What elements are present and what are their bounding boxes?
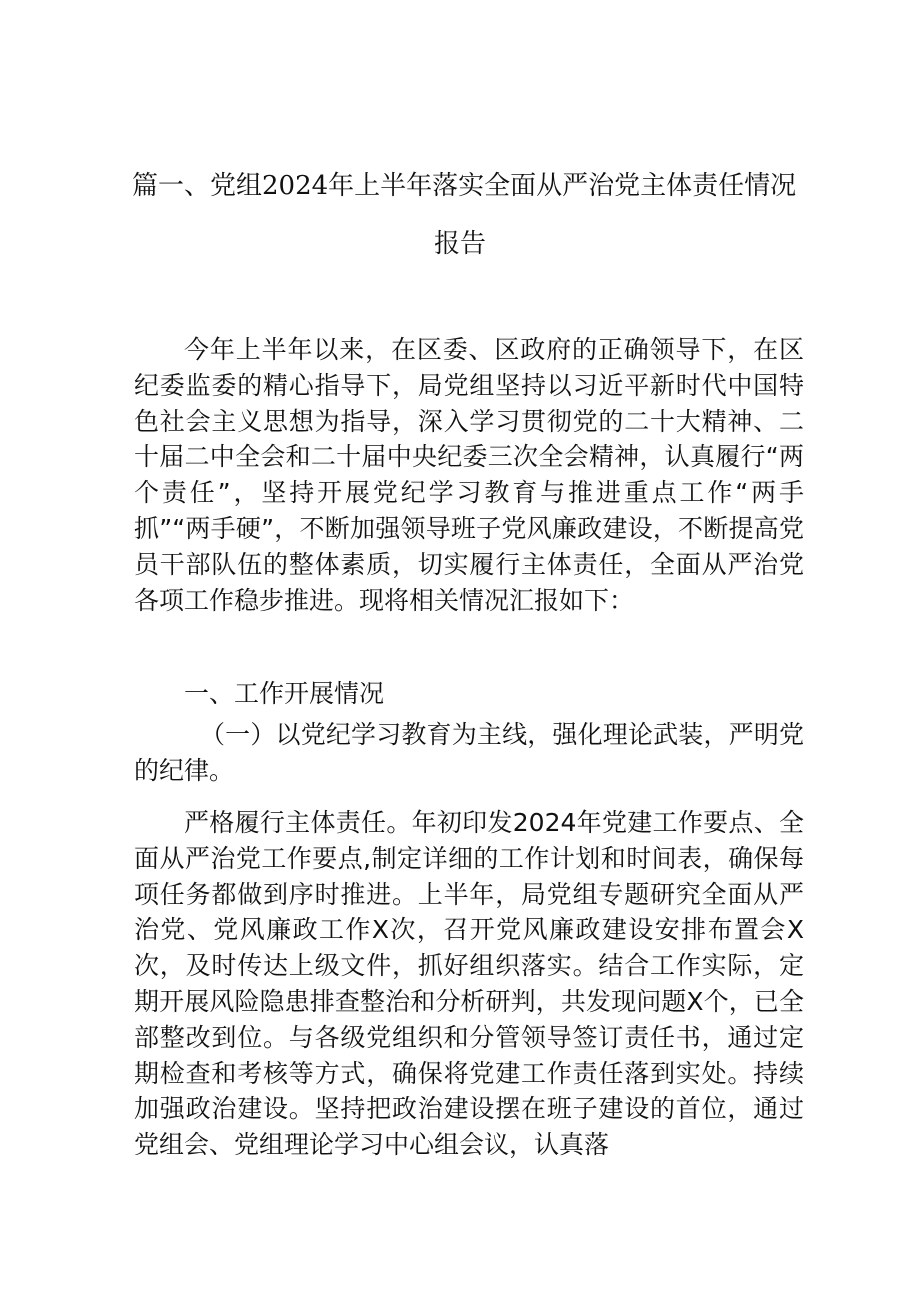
body-paragraph: 严格履行主体责任。年初印发2024年党建工作要点、全面从严治党工作要点,制定详细的工作计划和时间表，确保每项任务都做到序时推进。上半年，局党组专题研究全面从严治党、党风廉政工作X次，召开党风廉政建设安排布置会X次，及时传达上级文件，抓好组织落实。结合工作实际，定期开展风险隐患排查整治和分析研判，共发现问题X个，已全部整改到位。与各级党组织和分管领导签订责任书，通过定期检查和考核等方式，确保将党建工作责任落到实处。持续加强政治建设。坚持把政治建设摆在班子建设的首位，通过党组会、党组理论学习中心组会议，认真落 (134, 808, 804, 1160)
subsection-heading: （一）以党纪学习教育为主线，强化理论武装，严明党的纪律。 (134, 720, 804, 785)
document-title-line2: 报告 (433, 229, 486, 259)
section-heading: 一、工作开展情况 (184, 679, 385, 708)
document-title-line1: 篇一、党组2024年上半年落实全面从严治党主体责任情况 (132, 171, 797, 201)
intro-paragraph: 今年上半年以来，在区委、区政府的正确领导下，在区纪委监委的精心指导下，局党组坚持以习近平新时代中国特色社会主义思想为指导，深入学习贯彻党的二十大精神、二十届二中全会和二十届中央纪委三次全会精神，认真履行“两个责任”，坚持开展党纪学习教育与推进重点工作“两手抓”“两手硬”，不断加强领导班子党风廉政建设，不断提高党员干部队伍的整体素质，切实履行主体责任，全面从严治党各项工作稳步推进。现将相关情况汇报如下： (134, 335, 804, 615)
